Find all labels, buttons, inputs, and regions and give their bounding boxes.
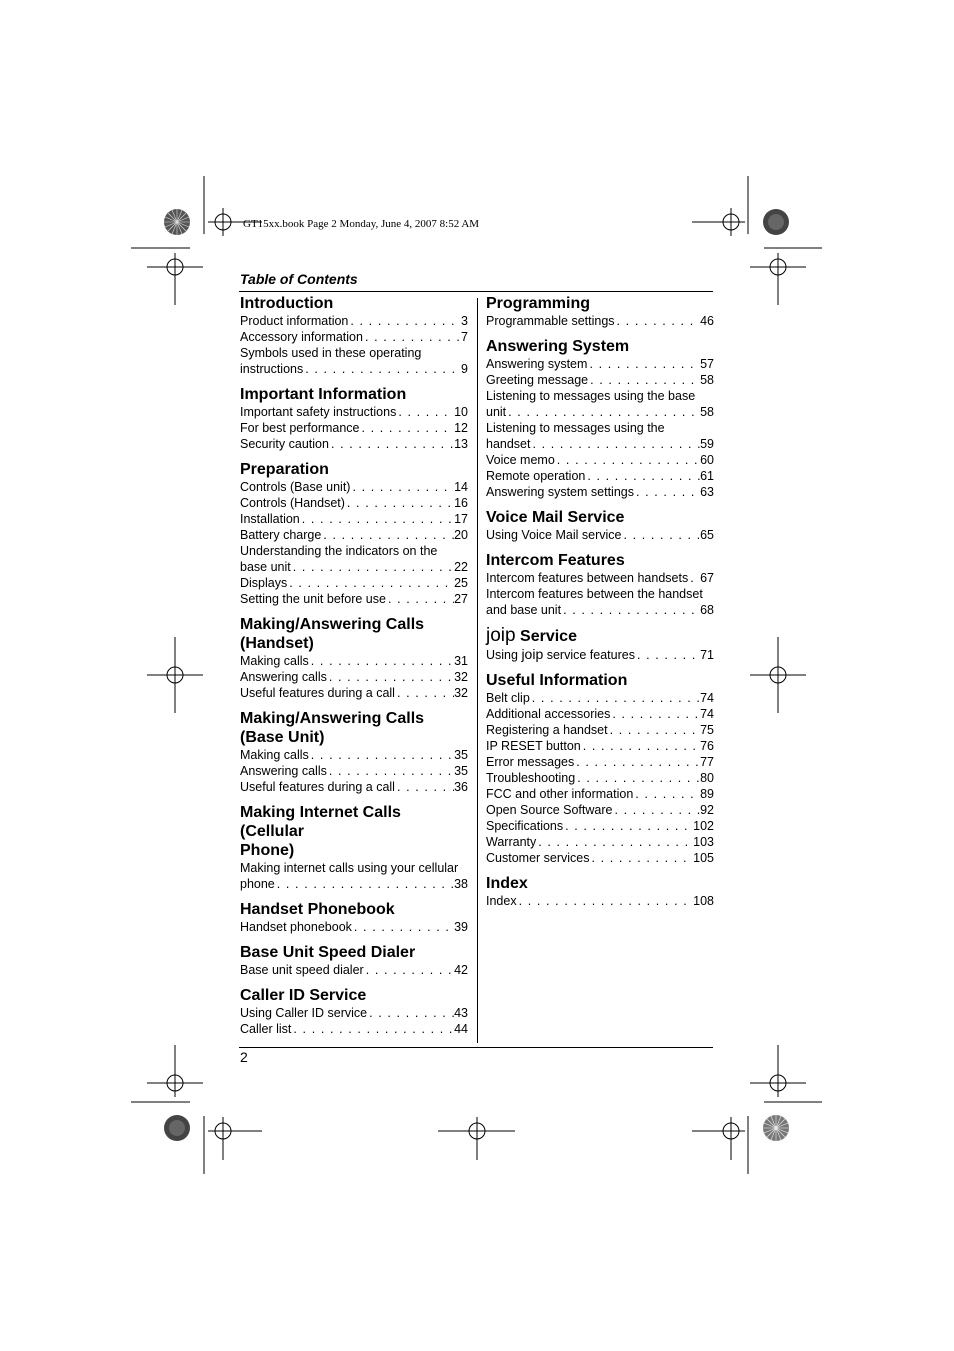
toc-entry-text: Base unit speed dialer [240,963,364,977]
toc-entry[interactable] [486,356,714,372]
toc-entry-page: 39 [454,920,468,934]
toc-section [240,709,468,795]
toc-entry[interactable] [240,919,468,935]
toc-right-column [486,294,714,917]
toc-entry[interactable] [486,893,714,909]
toc-entry-page: 25 [454,576,468,590]
toc-entry-text: unit [486,405,507,419]
toc-entry-page: 105 [693,851,714,865]
toc-entry-text: Warranty [486,835,537,849]
toc-entry-text: Useful features during a call [240,780,395,794]
toc-entry[interactable] [240,591,468,607]
entry-text-part: Using [486,648,522,662]
section-title: Handset Phonebook [240,901,395,918]
dot-leader [608,722,700,738]
dot-leader [327,669,454,685]
toc-entry-text: Greeting message [486,373,589,387]
crosshair-target-right-middle [750,637,806,713]
dot-leader [563,818,693,834]
dot-leader [363,329,461,345]
footer-rule [239,1047,713,1048]
dot-leader [506,404,700,420]
toc-left-column [240,294,468,1045]
entry-text-part: service features [543,648,635,662]
toc-section [240,460,468,607]
section-title: Caller ID Service [240,987,367,1004]
column-divider [477,298,478,1043]
section-title-line: Making Internet Calls (Cellular [240,804,401,840]
toc-section [240,294,468,377]
dot-leader [561,602,700,618]
toc-entry-page: 22 [454,560,468,574]
dot-leader [615,313,701,329]
toc-entry-text: Accessory information [240,330,363,344]
toc-entry-text: Controls (Base unit) [240,480,351,494]
toc-entry-page: 89 [700,787,714,801]
toc-entry[interactable] [486,602,714,618]
dot-leader [309,747,454,763]
print-slug-line: GT15xx.book Page 2 Monday, June 4, 2007 8:52 AM [243,218,480,230]
toc-entry-page: 14 [454,480,468,494]
toc-entry-text: FCC and other information [486,787,634,801]
toc-section [486,671,714,866]
section-title: Answering System [486,338,630,355]
toc-entry-page: 7 [461,330,468,344]
toc-entry[interactable] [240,1005,468,1021]
dot-leader [530,690,700,706]
toc-entry-text: Installation [240,512,300,526]
dot-leader [590,850,694,866]
toc-entry-text: instructions [240,362,304,376]
toc-entry-text: Using Caller ID service [240,1006,368,1020]
toc-entry[interactable] [240,479,468,495]
toc-entry[interactable] [240,559,468,575]
toc-entry[interactable] [486,770,714,786]
dot-leader [327,763,454,779]
toc-entry-text: Customer services [486,851,590,865]
toc-entry-page: 57 [700,357,714,371]
crosshair-target-bottom-left [208,1117,262,1160]
toc-entry[interactable] [240,361,468,377]
toc-entry-page: 77 [700,755,714,769]
toc-entry-text: Handset phonebook [240,920,352,934]
crosshair-target-left-middle [147,637,203,713]
section-title: Index [486,875,528,892]
toc-section [240,943,468,978]
toc-entry-page: 58 [700,405,714,419]
crosshair-target-right-bottom [750,1045,806,1097]
toc-entry[interactable] [240,527,468,543]
crosshair-target-right-top [750,253,806,305]
section-title-line: (Base Unit) [240,729,325,746]
toc-entry-page: 13 [454,437,468,451]
dot-leader [575,770,700,786]
page-number: 2 [240,1049,248,1065]
toc-entry[interactable] [240,876,468,892]
toc-entry-text: Error messages [486,755,575,769]
toc-section [486,626,714,663]
section-title [240,803,468,860]
toc-entry-page: 61 [700,469,714,483]
dot-leader [555,452,700,468]
dot-leader [588,372,700,388]
toc-entry-text: Product information [240,314,349,328]
starburst-mark-bottom-right [763,1115,789,1141]
toc-entry-text: Making calls [240,748,309,762]
toc-entry-page: 68 [700,603,714,617]
toc-entry[interactable] [486,818,714,834]
toc-entry-text: Open Source Software [486,803,613,817]
section-title: Preparation [240,461,329,478]
toc-entry-text: handset [486,437,531,451]
toc-entry-text: phone [240,877,275,891]
toc-entry-page: 80 [700,771,714,785]
toc-entry-text-line[interactable]: Making internet calls using your cellular [240,861,459,875]
toc-section [240,986,468,1037]
toc-entry[interactable] [240,329,468,345]
dot-leader [291,559,454,575]
section-title: Base Unit Speed Dialer [240,944,416,961]
toc-entry[interactable] [486,468,714,484]
toc-entry-text: Displays [240,576,288,590]
section-title: Programming [486,295,591,312]
toc-entry[interactable] [486,313,714,329]
toc-entry[interactable] [486,646,714,663]
toc-entry-text: Remote operation [486,469,586,483]
toc-section [240,615,468,701]
toc-entry-text-line[interactable]: Understanding the indicators on the [240,544,438,558]
toc-entry-page: 12 [454,421,468,435]
dot-leader [581,738,700,754]
toc-entry[interactable] [240,1021,468,1037]
toc-entry-page: 74 [700,707,714,721]
crosshair-target-top-right [692,208,745,236]
toc-entry-page: 92 [700,803,714,817]
dot-leader [621,527,700,543]
dot-leader [610,706,700,722]
toc-entry-text: Using Voice Mail service [486,528,622,542]
dot-leader [309,653,454,669]
toc-entry-text: IP RESET button [486,739,581,753]
toc-entry[interactable] [240,763,468,779]
dot-leader [360,420,455,436]
toc-entry[interactable] [486,834,714,850]
toc-entry-text-line[interactable]: Listening to messages using the [486,421,665,435]
dot-leader [352,919,454,935]
toc-entry-text-line[interactable]: Symbols used in these operating [240,346,422,360]
toc-entry-text-line[interactable]: Listening to messages using the base [486,389,696,403]
toc-entry-page: 43 [454,1006,468,1020]
toc-entry[interactable] [240,685,468,701]
toc-entry-page: 32 [454,670,468,684]
toc-entry-page: 103 [693,835,714,849]
toc-entry-text: Important safety instructions [240,405,397,419]
toc-section [240,900,468,935]
dot-leader [321,527,454,543]
toc-entry-page: 63 [700,485,714,499]
dot-leader [530,436,700,452]
toc-entry-page: 10 [454,405,468,419]
toc-section [486,294,714,329]
section-title-line: Phone) [240,842,295,859]
section-title: Important Information [240,386,407,403]
toc-entry-text: Controls (Handset) [240,496,345,510]
toc-entry[interactable] [486,484,714,500]
toc-entry-page: 9 [461,362,468,376]
toc-entry[interactable] [240,653,468,669]
dot-leader [395,779,454,795]
toc-entry-text: Belt clip [486,691,530,705]
section-title [240,615,468,653]
dot-leader [287,575,454,591]
toc-entry-page: 76 [700,739,714,753]
crosshair-target-bottom-center [438,1117,515,1160]
page-header-title: Table of Contents [240,271,358,287]
toc-entry-page: 3 [461,314,468,328]
dot-leader [517,893,694,909]
toc-entry[interactable] [486,404,714,420]
toc-entry-page: 71 [700,648,714,662]
toc-entry-page: 65 [700,528,714,542]
toc-entry-page: 35 [454,764,468,778]
crosshair-target-left-bottom [147,1045,203,1097]
toc-entry[interactable] [486,802,714,818]
dot-leader [367,1005,454,1021]
toc-entry-text: Additional accessories [486,707,611,721]
section-title-line: Making/Answering Calls [240,710,425,727]
toc-entry-page: 44 [454,1022,468,1036]
toc-entry-text: and base unit [486,603,562,617]
toc-entry-text: Battery charge [240,528,322,542]
toc-entry-text: Intercom features between handsets [486,571,689,585]
starburst-mark-bottom-left [164,1115,190,1141]
toc-entry-text [486,646,635,663]
toc-entry-page: 58 [700,373,714,387]
dot-leader [364,962,454,978]
toc-entry-text: base unit [240,560,291,574]
toc-entry-text: Specifications [486,819,564,833]
toc-entry-page: 27 [454,592,468,606]
section-title-line: Making/Answering Calls [240,616,425,633]
toc-entry-text: Security caution [240,437,329,451]
toc-entry[interactable] [486,754,714,770]
toc-entry[interactable] [240,420,468,436]
toc-entry[interactable] [240,779,468,795]
toc-section [486,874,714,909]
dot-leader [635,647,700,663]
toc-entry-page: 60 [700,453,714,467]
toc-section [240,385,468,452]
toc-entry-page: 16 [454,496,468,510]
toc-entry-page: 20 [454,528,468,542]
toc-entry-text: Answering system settings [486,485,634,499]
toc-entry-page: 102 [693,819,714,833]
toc-entry-page: 67 [700,571,714,585]
dot-leader [275,876,454,892]
toc-entry-text: Making calls [240,654,309,668]
toc-entry[interactable] [240,313,468,329]
dot-leader [345,495,454,511]
toc-entry[interactable] [240,495,468,511]
toc-entry-text: Answering calls [240,764,327,778]
toc-entry[interactable] [486,850,714,866]
toc-entry-text: Useful features during a call [240,686,395,700]
toc-entry-page: 108 [693,894,714,908]
dot-leader [536,834,693,850]
toc-entry[interactable] [486,786,714,802]
toc-entry[interactable] [486,722,714,738]
dot-leader [688,570,700,586]
toc-entry[interactable] [240,436,468,452]
dot-leader [587,356,700,372]
toc-entry-page: 17 [454,512,468,526]
toc-entry-page: 42 [454,963,468,977]
toc-entry[interactable] [486,570,714,586]
toc-section [240,803,468,892]
toc-section [486,508,714,543]
dot-leader [329,436,454,452]
toc-entry[interactable] [486,738,714,754]
toc-entry[interactable] [240,404,468,420]
toc-entry-text: Registering a handset [486,723,608,737]
dot-leader [300,511,454,527]
toc-entry-text-line[interactable]: Intercom features between the handset [486,587,703,601]
toc-entry-page: 59 [700,437,714,451]
toc-entry-text: For best performance [240,421,360,435]
dot-leader [303,361,461,377]
dot-leader [395,685,454,701]
toc-entry[interactable] [240,511,468,527]
section-title: Useful Information [486,672,628,689]
toc-entry-text: Index [486,894,517,908]
section-title: Introduction [240,295,334,312]
toc-entry-page: 36 [454,780,468,794]
dot-leader [585,468,700,484]
header-rule [239,291,713,292]
joip-logo-text: joip [486,625,516,646]
starburst-mark-top-right [763,209,789,235]
toc-entry[interactable] [486,436,714,452]
toc-section [486,551,714,618]
toc-entry[interactable] [486,452,714,468]
toc-entry-text: Programmable settings [486,314,615,328]
toc-entry-page: 75 [700,723,714,737]
dot-leader [291,1021,454,1037]
toc-entry-page: 46 [700,314,714,328]
toc-entry[interactable] [240,962,468,978]
toc-entry[interactable] [486,372,714,388]
toc-entry-page: 32 [454,686,468,700]
section-title-line: (Handset) [240,635,314,652]
dot-leader [612,802,700,818]
starburst-mark-top-left [164,209,190,235]
section-title [240,709,468,747]
dot-leader [350,479,454,495]
toc-entry[interactable] [486,527,714,543]
toc-entry[interactable] [240,669,468,685]
dot-leader [396,404,454,420]
dot-leader [633,786,700,802]
toc-entry-page: 38 [454,877,468,891]
dot-leader [348,313,461,329]
toc-entry-text: Caller list [240,1022,292,1036]
toc-entry-page: 74 [700,691,714,705]
toc-entry-text: Answering calls [240,670,327,684]
toc-entry[interactable] [486,706,714,722]
section-title [486,626,714,646]
crosshair-target-bottom-right [692,1117,745,1160]
section-title: Intercom Features [486,552,625,569]
toc-entry-text: Voice memo [486,453,555,467]
section-title: Voice Mail Service [486,509,625,526]
toc-entry-text: Setting the unit before use [240,592,386,606]
dot-leader [634,484,700,500]
joip-logo-text: joip [521,646,544,662]
toc-entry-page: 31 [454,654,468,668]
section-title-rest: Service [515,628,577,645]
toc-section [486,337,714,500]
toc-entry[interactable] [486,690,714,706]
toc-entry-page: 35 [454,748,468,762]
crosshair-target-left-top [147,253,203,305]
dot-leader [386,591,454,607]
toc-entry[interactable] [240,747,468,763]
dot-leader [574,754,700,770]
toc-entry[interactable] [240,575,468,591]
toc-entry-text: Answering system [486,357,588,371]
toc-entry-text: Troubleshooting [486,771,576,785]
